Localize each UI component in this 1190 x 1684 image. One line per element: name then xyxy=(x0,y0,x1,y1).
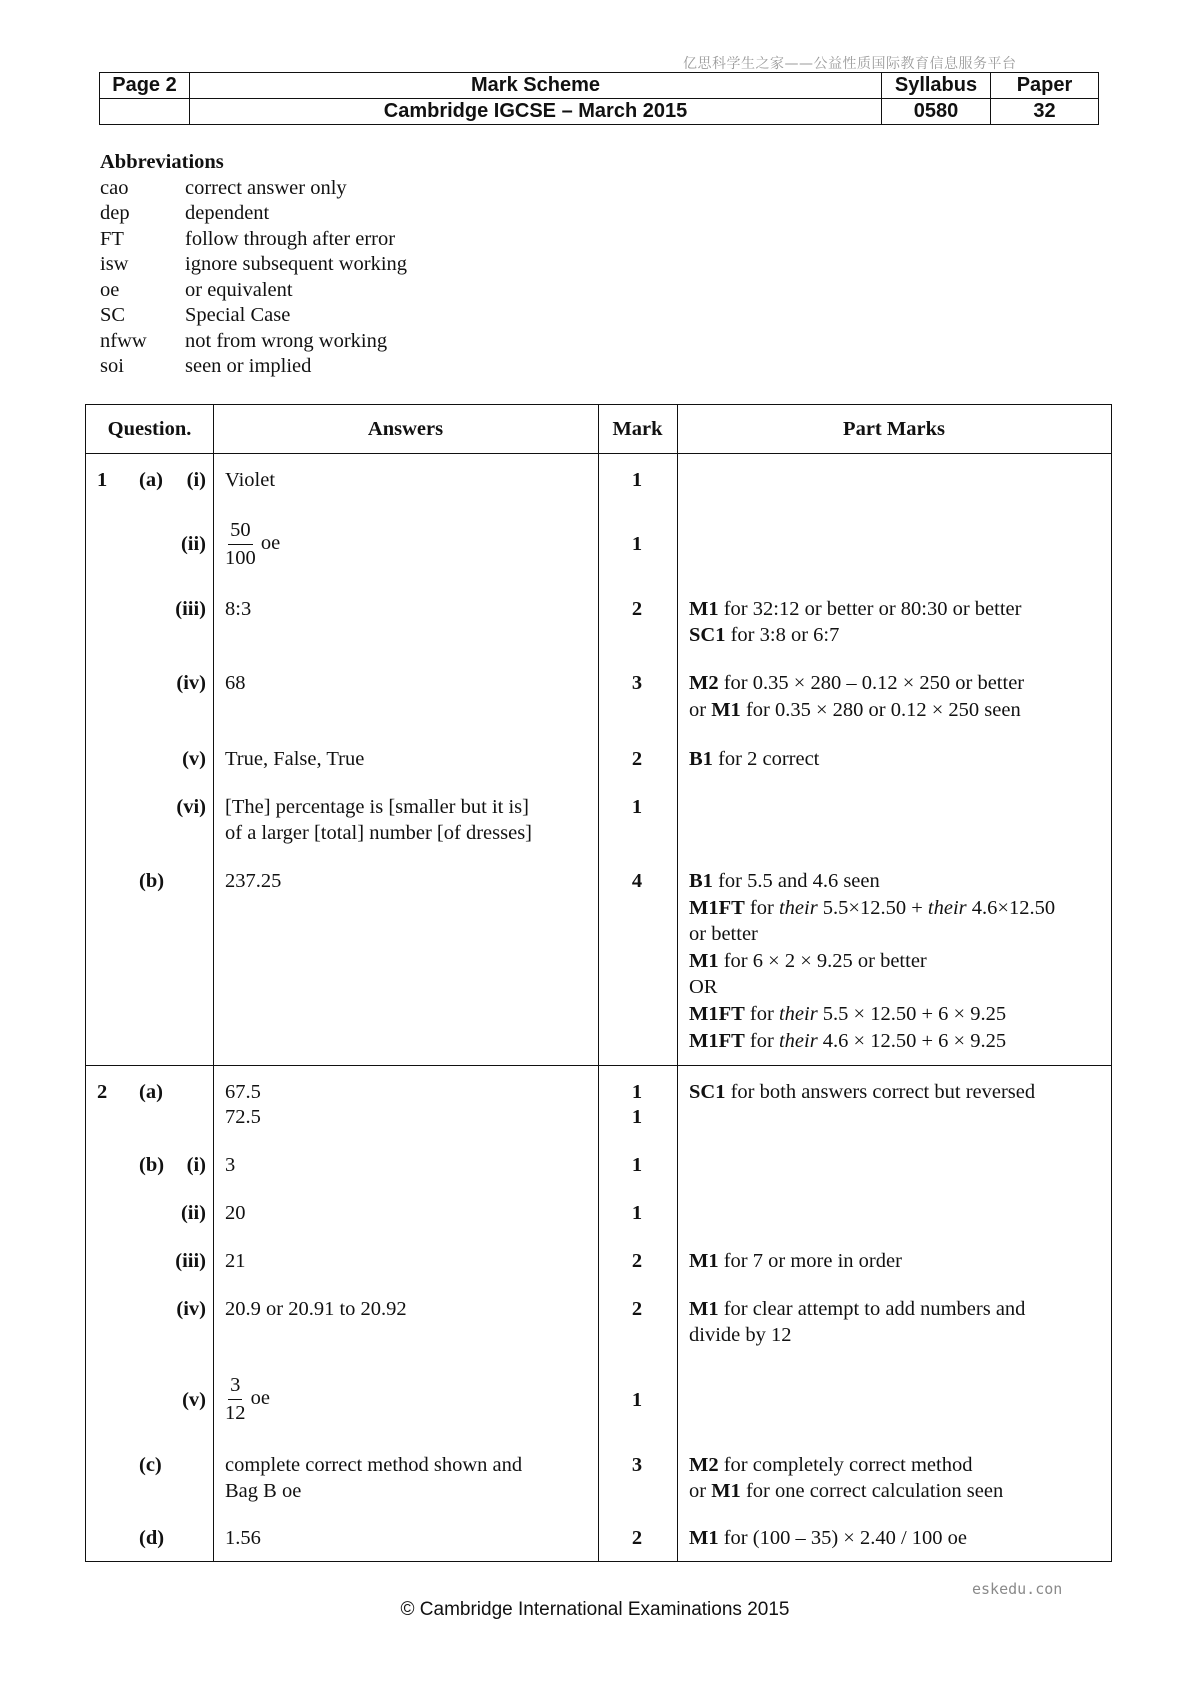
subpart-label: (vi) xyxy=(176,796,206,818)
subpart-label: (v) xyxy=(182,748,206,770)
abbreviation-item xyxy=(100,329,407,355)
part-marks-detail: 4.6×12.50 xyxy=(971,897,1056,919)
mark-value: 1 xyxy=(631,533,643,555)
answer-suffix: oe xyxy=(260,532,281,555)
subpart-label: (iv) xyxy=(176,1298,206,1320)
column-divider xyxy=(213,405,214,1561)
paper-label: Paper xyxy=(991,73,1099,99)
part-marks-text xyxy=(689,596,1021,622)
answer-text: 8:3 xyxy=(225,598,252,620)
answer-text: 1.56 xyxy=(225,1527,261,1549)
abbreviation-code: soi xyxy=(100,355,124,377)
mark-code: B1 xyxy=(689,748,713,770)
abbreviation-code: oe xyxy=(100,278,120,301)
part-marks-detail: for clear attempt to add numbers and xyxy=(723,1298,1026,1320)
part-marks-detail: for 5.5 and 4.6 seen xyxy=(718,870,880,892)
part-marks-detail: 5.5 × 12.50 + 6 × 9.25 xyxy=(822,1003,1007,1025)
fraction xyxy=(225,1372,246,1427)
mark-code: M1 xyxy=(689,598,719,620)
part-marks-detail: for 6 × 2 × 9.25 or better xyxy=(723,950,927,972)
mark-value: 1 xyxy=(631,796,643,818)
part-marks-text xyxy=(689,697,1021,723)
subpart-label: (i) xyxy=(186,469,206,491)
mark-code: M1FT xyxy=(689,1003,745,1025)
mark-scheme-table xyxy=(85,404,1112,1562)
part-marks-prefix: or xyxy=(689,699,707,721)
part-marks-emphasis: their xyxy=(778,1003,818,1025)
answer-fraction xyxy=(225,1372,270,1427)
mark-code: M1FT xyxy=(689,1030,745,1052)
abbreviation-meaning: seen or implied xyxy=(185,355,312,377)
part-marks-detail: for 32:12 or better or 80:30 or better xyxy=(723,598,1022,620)
mark-value: 2 xyxy=(631,748,643,770)
answer-text: of a larger [total] number [of dresses] xyxy=(225,822,532,844)
subpart-label: (v) xyxy=(182,1389,206,1411)
abbreviation-item xyxy=(100,176,407,202)
part-marks-detail: for 3:8 or 6:7 xyxy=(730,624,840,646)
fraction-denominator: 100 xyxy=(225,547,256,569)
subpart-label: (iv) xyxy=(176,672,206,694)
part-marks-text xyxy=(689,1001,1006,1027)
header-empty-cell xyxy=(100,99,190,125)
part-marks-text: divide by 12 xyxy=(689,1324,792,1346)
watermark-bottom: eskedu.con xyxy=(972,1580,1063,1598)
answer-text: 20 xyxy=(225,1202,246,1224)
answer-text: Bag B oe xyxy=(225,1480,302,1502)
mark-value: 2 xyxy=(631,598,643,620)
mark-code: M2 xyxy=(689,1454,719,1476)
part-marks-text: or better xyxy=(689,923,758,945)
mark-code: M1 xyxy=(689,950,719,972)
part-marks-text xyxy=(689,1028,1006,1054)
part-label: (a) xyxy=(139,1081,163,1103)
part-label: (b) xyxy=(139,1154,165,1176)
answer-text: 72.5 xyxy=(225,1106,261,1128)
answer-text: [The] percentage is [smaller but it is] xyxy=(225,796,529,818)
syllabus-code: 0580 xyxy=(882,99,991,125)
copyright-footer: © Cambridge International Examinations 2015 xyxy=(400,1599,790,1620)
subpart-label: (iii) xyxy=(175,598,206,620)
fraction-numerator: 50 xyxy=(228,517,253,545)
part-marks-text xyxy=(689,1478,1003,1504)
mark-value: 1 xyxy=(631,1081,643,1103)
mark-value: 1 xyxy=(631,1106,643,1128)
part-marks-text xyxy=(689,1079,1035,1105)
abbreviation-item xyxy=(100,354,407,380)
column-header-mark: Mark xyxy=(612,418,663,440)
mark-value: 1 xyxy=(631,469,643,491)
part-marks-text xyxy=(689,1248,902,1274)
column-divider xyxy=(677,405,678,1561)
mark-value: 1 xyxy=(631,1202,643,1224)
answer-text: 20.9 or 20.91 to 20.92 xyxy=(225,1298,407,1320)
part-marks-text xyxy=(689,895,1055,921)
abbreviation-code: isw xyxy=(100,253,129,275)
part-marks-detail: for 7 or more in order xyxy=(723,1250,902,1272)
page-header-table xyxy=(99,72,1099,125)
part-marks-detail: for xyxy=(749,1030,774,1052)
mark-value: 4 xyxy=(631,870,643,892)
column-header-question: Question. xyxy=(107,418,192,440)
mark-code: SC1 xyxy=(689,1081,726,1103)
part-marks-text xyxy=(689,1452,972,1478)
answer-fraction xyxy=(225,517,280,572)
abbreviation-item xyxy=(100,252,407,278)
fraction xyxy=(225,517,256,572)
part-marks-detail: for one correct calculation seen xyxy=(745,1480,1004,1502)
part-marks-detail: for completely correct method xyxy=(723,1454,973,1476)
mark-value: 2 xyxy=(631,1527,643,1549)
part-marks-text xyxy=(689,1525,967,1551)
question-number: 2 xyxy=(97,1081,108,1103)
mark-value: 1 xyxy=(631,1389,643,1411)
mark-value: 3 xyxy=(631,672,643,694)
part-label: (b) xyxy=(139,870,165,892)
fraction-numerator: 3 xyxy=(228,1372,242,1400)
column-header-answers: Answers xyxy=(367,418,444,440)
answer-text: Violet xyxy=(225,469,276,491)
abbreviation-meaning: Special Case xyxy=(185,304,291,326)
abbreviation-item xyxy=(100,278,407,304)
paper-number: 32 xyxy=(991,99,1099,125)
part-marks-emphasis: their xyxy=(778,1030,818,1052)
part-marks-text xyxy=(689,622,839,648)
answer-text: 67.5 xyxy=(225,1081,261,1103)
mark-value: 2 xyxy=(631,1298,643,1320)
subpart-label: (iii) xyxy=(175,1250,206,1272)
part-marks-text xyxy=(689,948,927,974)
part-marks-text xyxy=(689,1296,1025,1322)
part-label: (a) xyxy=(139,469,163,491)
mark-code: SC1 xyxy=(689,624,726,646)
abbreviation-meaning: not from wrong working xyxy=(185,329,388,352)
part-marks-detail: for 2 correct xyxy=(718,748,820,770)
fraction-denominator: 12 xyxy=(225,1402,246,1424)
part-marks-detail: for 0.35 × 280 – 0.12 × 250 or better xyxy=(723,672,1025,694)
abbreviation-item xyxy=(100,303,407,329)
document-subtitle: Cambridge IGCSE – March 2015 xyxy=(190,99,882,125)
abbreviation-code: cao xyxy=(100,176,129,199)
part-marks-text xyxy=(689,868,880,894)
abbreviations-title: Abbreviations xyxy=(100,151,224,173)
column-header-part-marks: Part Marks xyxy=(843,418,945,440)
abbreviation-meaning: dependent xyxy=(185,202,270,224)
part-marks-detail: for both answers correct but reversed xyxy=(730,1081,1036,1103)
part-marks-detail: for 0.35 × 280 or 0.12 × 250 seen xyxy=(745,699,1021,721)
part-label: (d) xyxy=(139,1527,165,1549)
abbreviation-item xyxy=(100,201,407,227)
abbreviation-code: dep xyxy=(100,202,130,224)
mark-code: M2 xyxy=(689,672,719,694)
answer-text: True, False, True xyxy=(225,748,365,770)
part-marks-text xyxy=(689,746,819,772)
part-marks-emphasis: their xyxy=(927,897,967,919)
document-title: Mark Scheme xyxy=(190,73,882,99)
part-marks-detail: 4.6 × 12.50 + 6 × 9.25 xyxy=(822,1030,1007,1052)
mark-value: 3 xyxy=(631,1454,643,1476)
part-marks-detail: for xyxy=(749,1003,774,1025)
abbreviation-meaning: ignore subsequent working xyxy=(185,253,408,275)
abbreviation-code: FT xyxy=(100,227,124,250)
part-marks-text: OR xyxy=(689,976,718,998)
mark-code: M1FT xyxy=(689,897,745,919)
mark-code: B1 xyxy=(689,870,713,892)
mark-code: M1 xyxy=(689,1298,719,1320)
part-marks-detail: for xyxy=(749,897,774,919)
subpart-label: (ii) xyxy=(180,533,206,555)
mark-code: M1 xyxy=(689,1250,719,1272)
answer-text: complete correct method shown and xyxy=(225,1454,523,1476)
abbreviation-meaning: correct answer only xyxy=(185,176,347,199)
subpart-label: (ii) xyxy=(180,1202,206,1224)
mark-value: 2 xyxy=(631,1250,643,1272)
abbreviation-code: nfww xyxy=(100,329,147,352)
part-marks-detail: 5.5×12.50 + xyxy=(822,897,923,919)
answer-text: 237.25 xyxy=(225,870,282,892)
mark-code: M1 xyxy=(711,1480,741,1502)
page-number: Page 2 xyxy=(100,73,190,99)
mark-code: M1 xyxy=(689,1527,719,1549)
answer-text: 21 xyxy=(225,1250,246,1272)
answer-text: 3 xyxy=(225,1154,236,1176)
answer-text: 68 xyxy=(225,672,246,694)
abbreviation-meaning: or equivalent xyxy=(185,278,293,301)
abbreviations-section xyxy=(100,150,407,380)
question-number: 1 xyxy=(97,469,108,491)
answer-suffix: oe xyxy=(250,1387,270,1410)
mark-value: 1 xyxy=(631,1154,643,1176)
part-marks-text xyxy=(689,670,1024,696)
abbreviation-code: SC xyxy=(100,304,126,326)
abbreviation-meaning: follow through after error xyxy=(185,227,396,250)
watermark-top: 亿思科学生之家——公益性质国际教育信息服务平台 xyxy=(683,56,1017,72)
subpart-label: (i) xyxy=(186,1154,206,1176)
part-label: (c) xyxy=(139,1454,162,1476)
part-marks-emphasis: their xyxy=(778,897,818,919)
part-marks-detail: for (100 – 35) × 2.40 / 100 oe xyxy=(723,1527,968,1549)
part-marks-prefix: or xyxy=(689,1480,707,1502)
abbreviation-item xyxy=(100,227,407,253)
syllabus-label: Syllabus xyxy=(882,73,991,99)
mark-code: M1 xyxy=(711,699,741,721)
